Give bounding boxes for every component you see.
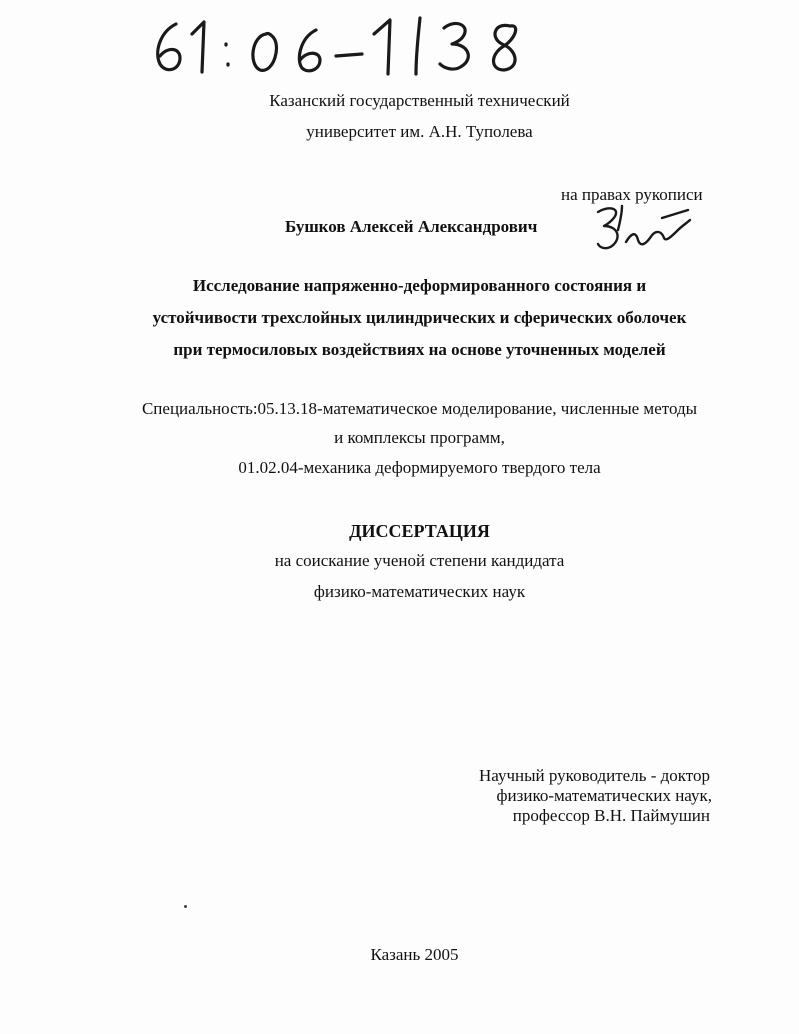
document-type: ДИССЕРТАЦИЯ [349, 521, 490, 541]
city-year: Казань 2005 [370, 945, 459, 964]
supervisor-line-3: профессор В.Н. Паймушин [512, 806, 710, 825]
handwritten-archive-code [148, 14, 548, 76]
title-line-3: при термосиловых воздействиях на основе уточненных моделей [173, 340, 666, 359]
title-line-2: устойчивости трехслойных цилиндрических и сферических оболочек [152, 308, 687, 327]
title-line-1: Исследование напряженно-деформированного состояния и [192, 276, 647, 295]
rights-note: на правах рукописи [561, 185, 703, 204]
institution-line-1: Казанский государственный технический [269, 91, 570, 110]
author-name: Бушков Алексей Александрович [285, 217, 538, 236]
specialty-line-1: Специальность:05.13.18-математическое моделирование, численные методы [141, 399, 698, 418]
degree-line-1: на соискание ученой степени кандидата [274, 551, 565, 570]
degree-line-2: физико-математических наук [313, 582, 526, 601]
specialty-line-2: и комплексы программ, [334, 428, 505, 447]
institution-line-2: университет им. А.Н. Туполева [306, 122, 533, 141]
signature [592, 202, 692, 262]
supervisor-line-2: физико-математических наук, [496, 786, 712, 805]
scan-speck [184, 905, 187, 908]
supervisor-line-1: Научный руководитель - доктор [479, 766, 710, 785]
specialty-line-3: 01.02.04-механика деформируемого твердого тела [238, 458, 601, 477]
